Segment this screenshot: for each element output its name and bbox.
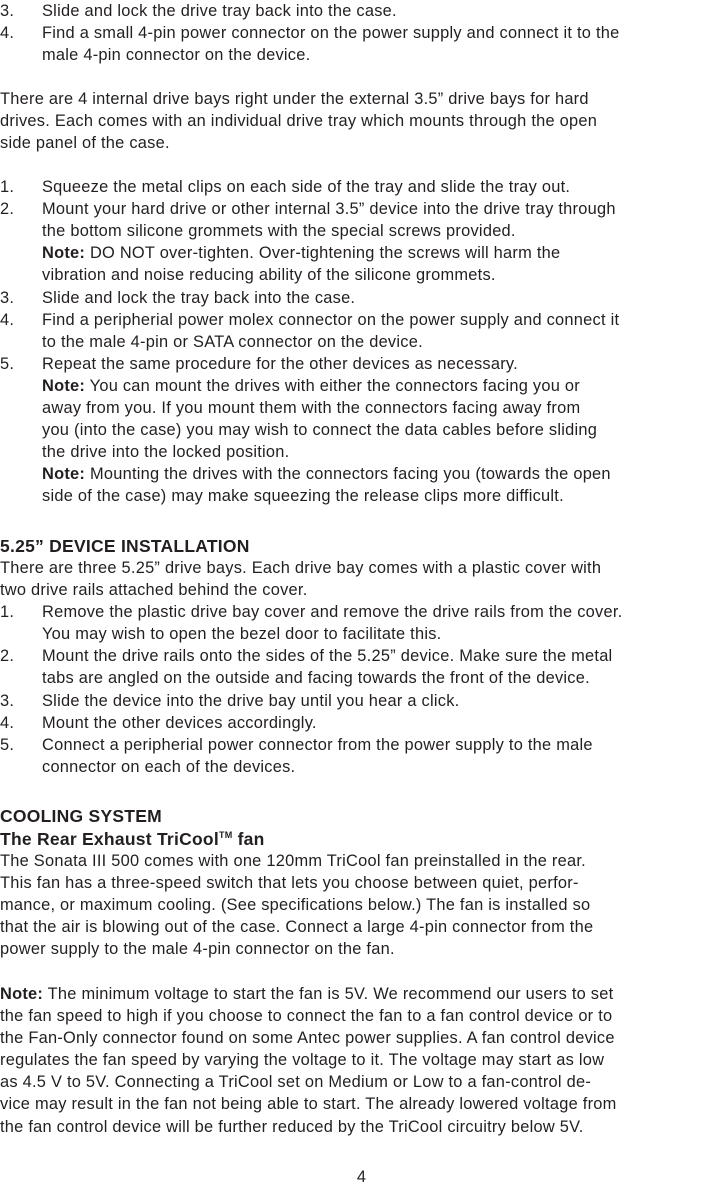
page-number: 4 — [356, 1168, 367, 1186]
trademark-mark: TM — [218, 830, 233, 841]
note-label: Note: — [42, 377, 86, 395]
note-label: Note: — [42, 244, 86, 262]
note-label: Note: — [0, 985, 44, 1003]
note-label: Note: — [42, 465, 86, 483]
